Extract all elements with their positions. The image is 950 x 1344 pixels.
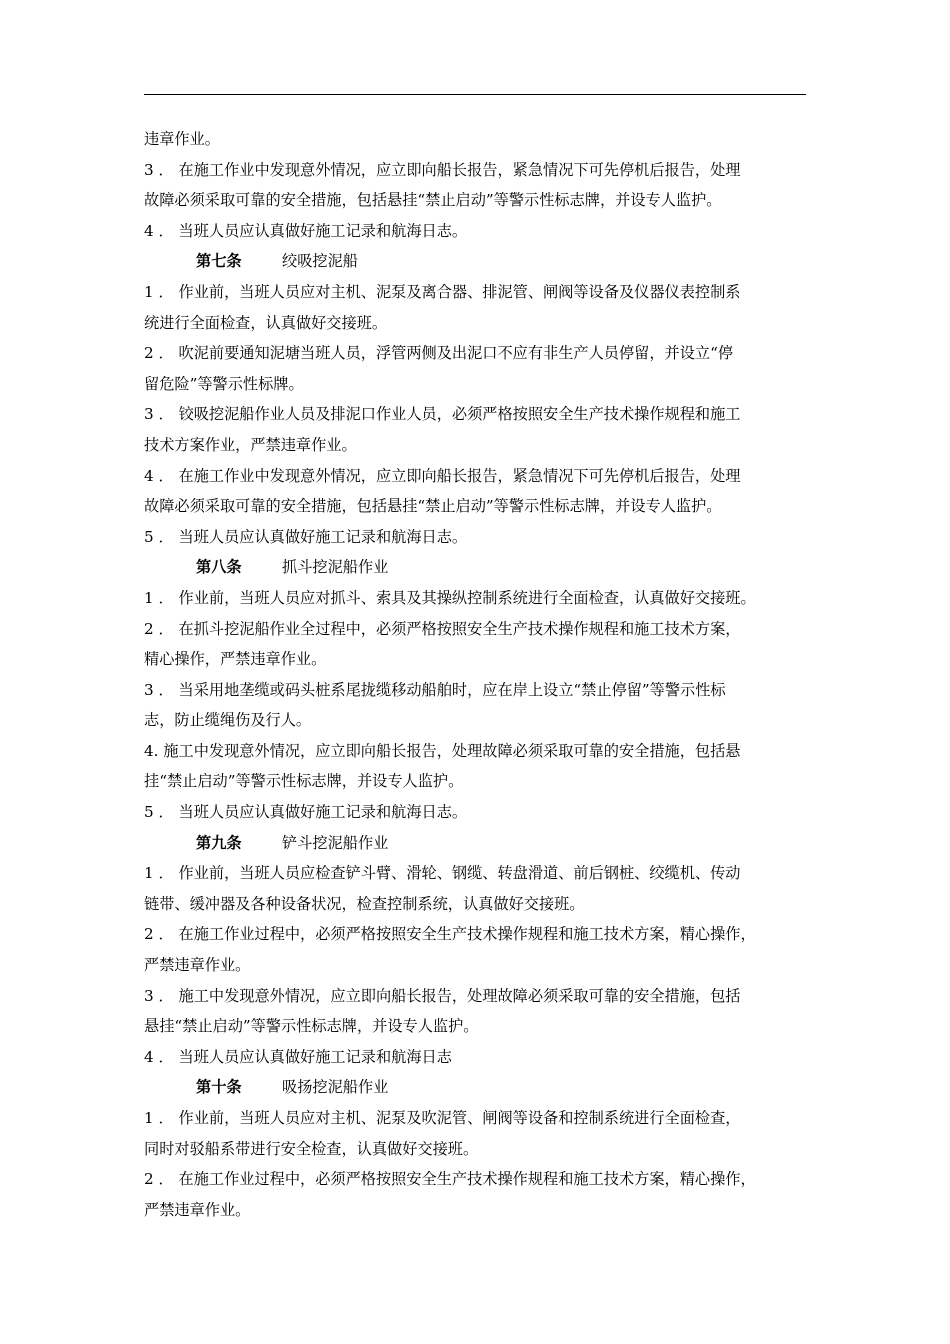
text-line: 4 ． 当班人员应认真做好施工记录和航海日志	[144, 1047, 452, 1066]
text-line: 链带、缓冲器及各种设备状况，检查控制系统，认真做好交接班。	[144, 894, 585, 913]
document-body	[144, 124, 806, 1225]
text-line: 2 ． 吹泥前要通知泥塘当班人员，浮管两侧及出泥口不应有非生产人员停留，并设立“停	[144, 344, 734, 363]
article-heading	[144, 1072, 806, 1103]
text-line: 严禁违章作业。	[144, 1200, 251, 1219]
document-page	[144, 0, 806, 1344]
article-number: 第九条	[196, 833, 242, 852]
article-title: 铲斗挖泥船作业	[282, 833, 389, 852]
article-number: 第八条	[196, 558, 242, 577]
article-title: 抓斗挖泥船作业	[282, 558, 389, 577]
text-line: 2 ． 在施工作业过程中，必须严格按照安全生产技术操作规程和施工技术方案，精心操作，	[144, 1170, 756, 1189]
text-line: 统进行全面检查，认真做好交接班。	[144, 313, 387, 332]
text-line: 3 ． 在施工作业中发现意外情况，应立即向船长报告，紧急情况下可先停机后报告，处理	[144, 160, 741, 179]
article-title: 吸扬挖泥船作业	[282, 1078, 389, 1097]
text-line: 1 ． 作业前，当班人员应对主机、泥泵及离合器、排泥管、闸阀等设备及仪器仪表控制系	[144, 282, 741, 301]
text-line: 同时对驳船系带进行安全检查，认真做好交接班。	[144, 1139, 479, 1158]
text-line: 1 ． 作业前，当班人员应对抓斗、索具及其操纵控制系统进行全面检查，认真做好交接班。	[144, 588, 756, 607]
text-line: 故障必须采取可靠的安全措施，包括悬挂“禁止启动”等警示性标志牌，并设专人监护。	[144, 497, 722, 516]
text-line: 1 ． 作业前，当班人员应检查铲斗臂、滑轮、钢缆、转盘滑道、前后钢桩、绞缆机、传动	[144, 864, 741, 883]
text-line: 精心操作，严禁违章作业。	[144, 650, 327, 669]
text-line: 4. 施工中发现意外情况，应立即向船长报告，处理故障必须采取可靠的安全措施，包括悬	[144, 741, 741, 760]
article-heading	[144, 828, 806, 859]
article-heading	[144, 246, 806, 277]
text-line: 严禁违章作业。	[144, 956, 251, 975]
text-line: 1 ． 作业前，当班人员应对主机、泥泵及吹泥管、闸阀等设备和控制系统进行全面检查，	[144, 1109, 741, 1127]
text-line: 2 ． 在施工作业过程中，必须严格按照安全生产技术操作规程和施工技术方案，精心操作，	[144, 925, 756, 944]
article-number: 第七条	[196, 252, 242, 271]
text-line: 5 ． 当班人员应认真做好施工记录和航海日志。	[144, 527, 468, 546]
text-line: 3 ． 当采用地垄缆或码头桩系尾拢缆移动船舶时，应在岸上设立“禁止停留”等警示性标	[144, 680, 726, 699]
text-line: 违章作业。	[144, 130, 220, 148]
text-line: 3 ． 铰吸挖泥船作业人员及排泥口作业人员，必须严格按照安全生产技术操作规程和施工	[144, 405, 741, 424]
text-line: 4 ． 当班人员应认真做好施工记录和航海日志。	[144, 221, 468, 240]
text-line: 挂“禁止启动”等警示性标志牌，并设专人监护。	[144, 772, 464, 791]
article-heading	[144, 552, 806, 583]
text-line: 技术方案作业，严禁违章作业。	[144, 435, 357, 454]
text-line: 5 ． 当班人员应认真做好施工记录和航海日志。	[144, 803, 468, 822]
text-line: 志，防止缆绳伤及行人。	[144, 711, 312, 730]
article-title: 绞吸挖泥船	[282, 252, 358, 271]
article-number: 第十条	[196, 1078, 242, 1097]
text-line: 3 ． 施工中发现意外情况，应立即向船长报告，处理故障必须采取可靠的安全措施，包括	[144, 986, 741, 1005]
text-line: 4 ． 在施工作业中发现意外情况，应立即向船长报告，紧急情况下可先停机后报告，处理	[144, 466, 741, 485]
text-line: 2 ． 在抓斗挖泥船作业全过程中，必须严格按照安全生产技术操作规程和施工技术方案，	[144, 619, 741, 638]
text-line: 故障必须采取可靠的安全措施，包括悬挂“禁止启动”等警示性标志牌，并设专人监护。	[144, 191, 722, 210]
text-line: 悬挂“禁止启动”等警示性标志牌，并设专人监护。	[144, 1017, 479, 1036]
text-line: 留危险”等警示性标牌。	[144, 374, 304, 393]
header-rule	[144, 94, 806, 95]
